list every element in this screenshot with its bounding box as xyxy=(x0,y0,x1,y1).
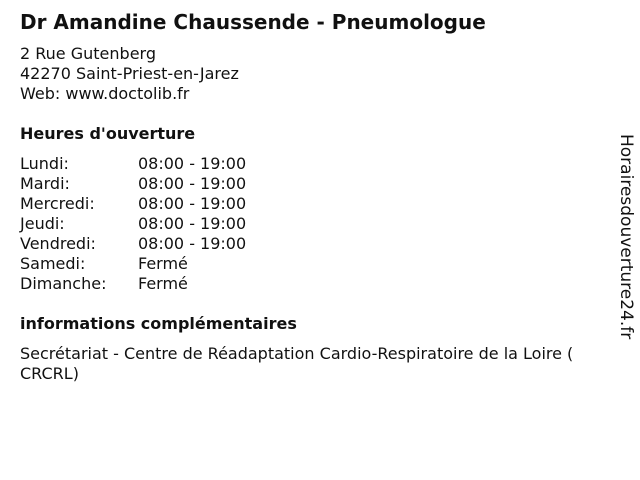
additional-info-text: Secrétariat - Centre de Réadaptation Cardio-Respiratoire de la Loire ( CRCRL) xyxy=(20,344,574,383)
address-block xyxy=(20,44,239,104)
day-label: Mardi: xyxy=(20,174,70,193)
hours-value: 08:00 - 19:00 xyxy=(138,194,247,213)
address-street: 2 Rue Gutenberg xyxy=(20,44,156,63)
site-watermark: Horairesdouverture24.fr xyxy=(616,134,636,340)
hours-row-saturday xyxy=(20,254,320,274)
hours-row-thursday xyxy=(20,214,320,234)
hours-row-sunday xyxy=(20,274,320,294)
hours-row-wednesday xyxy=(20,194,320,214)
hours-value: 08:00 - 19:00 xyxy=(138,174,247,193)
opening-hours-table xyxy=(20,154,320,294)
day-label: Dimanche: xyxy=(20,274,107,293)
day-label: Samedi: xyxy=(20,254,86,273)
additional-info-heading: informations complémentaires xyxy=(20,314,297,333)
hours-value: 08:00 - 19:00 xyxy=(138,234,247,253)
address-web: Web: www.doctolib.fr xyxy=(20,84,190,103)
hours-value: 08:00 - 19:00 xyxy=(138,214,247,233)
day-label: Vendredi: xyxy=(20,234,96,253)
hours-row-tuesday xyxy=(20,174,320,194)
hours-value: Fermé xyxy=(138,274,188,293)
day-label: Mercredi: xyxy=(20,194,95,213)
opening-hours-heading: Heures d'ouverture xyxy=(20,124,196,143)
hours-value: 08:00 - 19:00 xyxy=(138,154,247,173)
hours-value: Fermé xyxy=(138,254,188,273)
page-title: Dr Amandine Chaussende - Pneumologue xyxy=(20,10,486,34)
hours-row-friday xyxy=(20,234,320,254)
day-label: Jeudi: xyxy=(20,214,65,233)
hours-row-monday xyxy=(20,154,320,174)
day-label: Lundi: xyxy=(20,154,69,173)
address-city: 42270 Saint-Priest-en-Jarez xyxy=(20,64,239,83)
